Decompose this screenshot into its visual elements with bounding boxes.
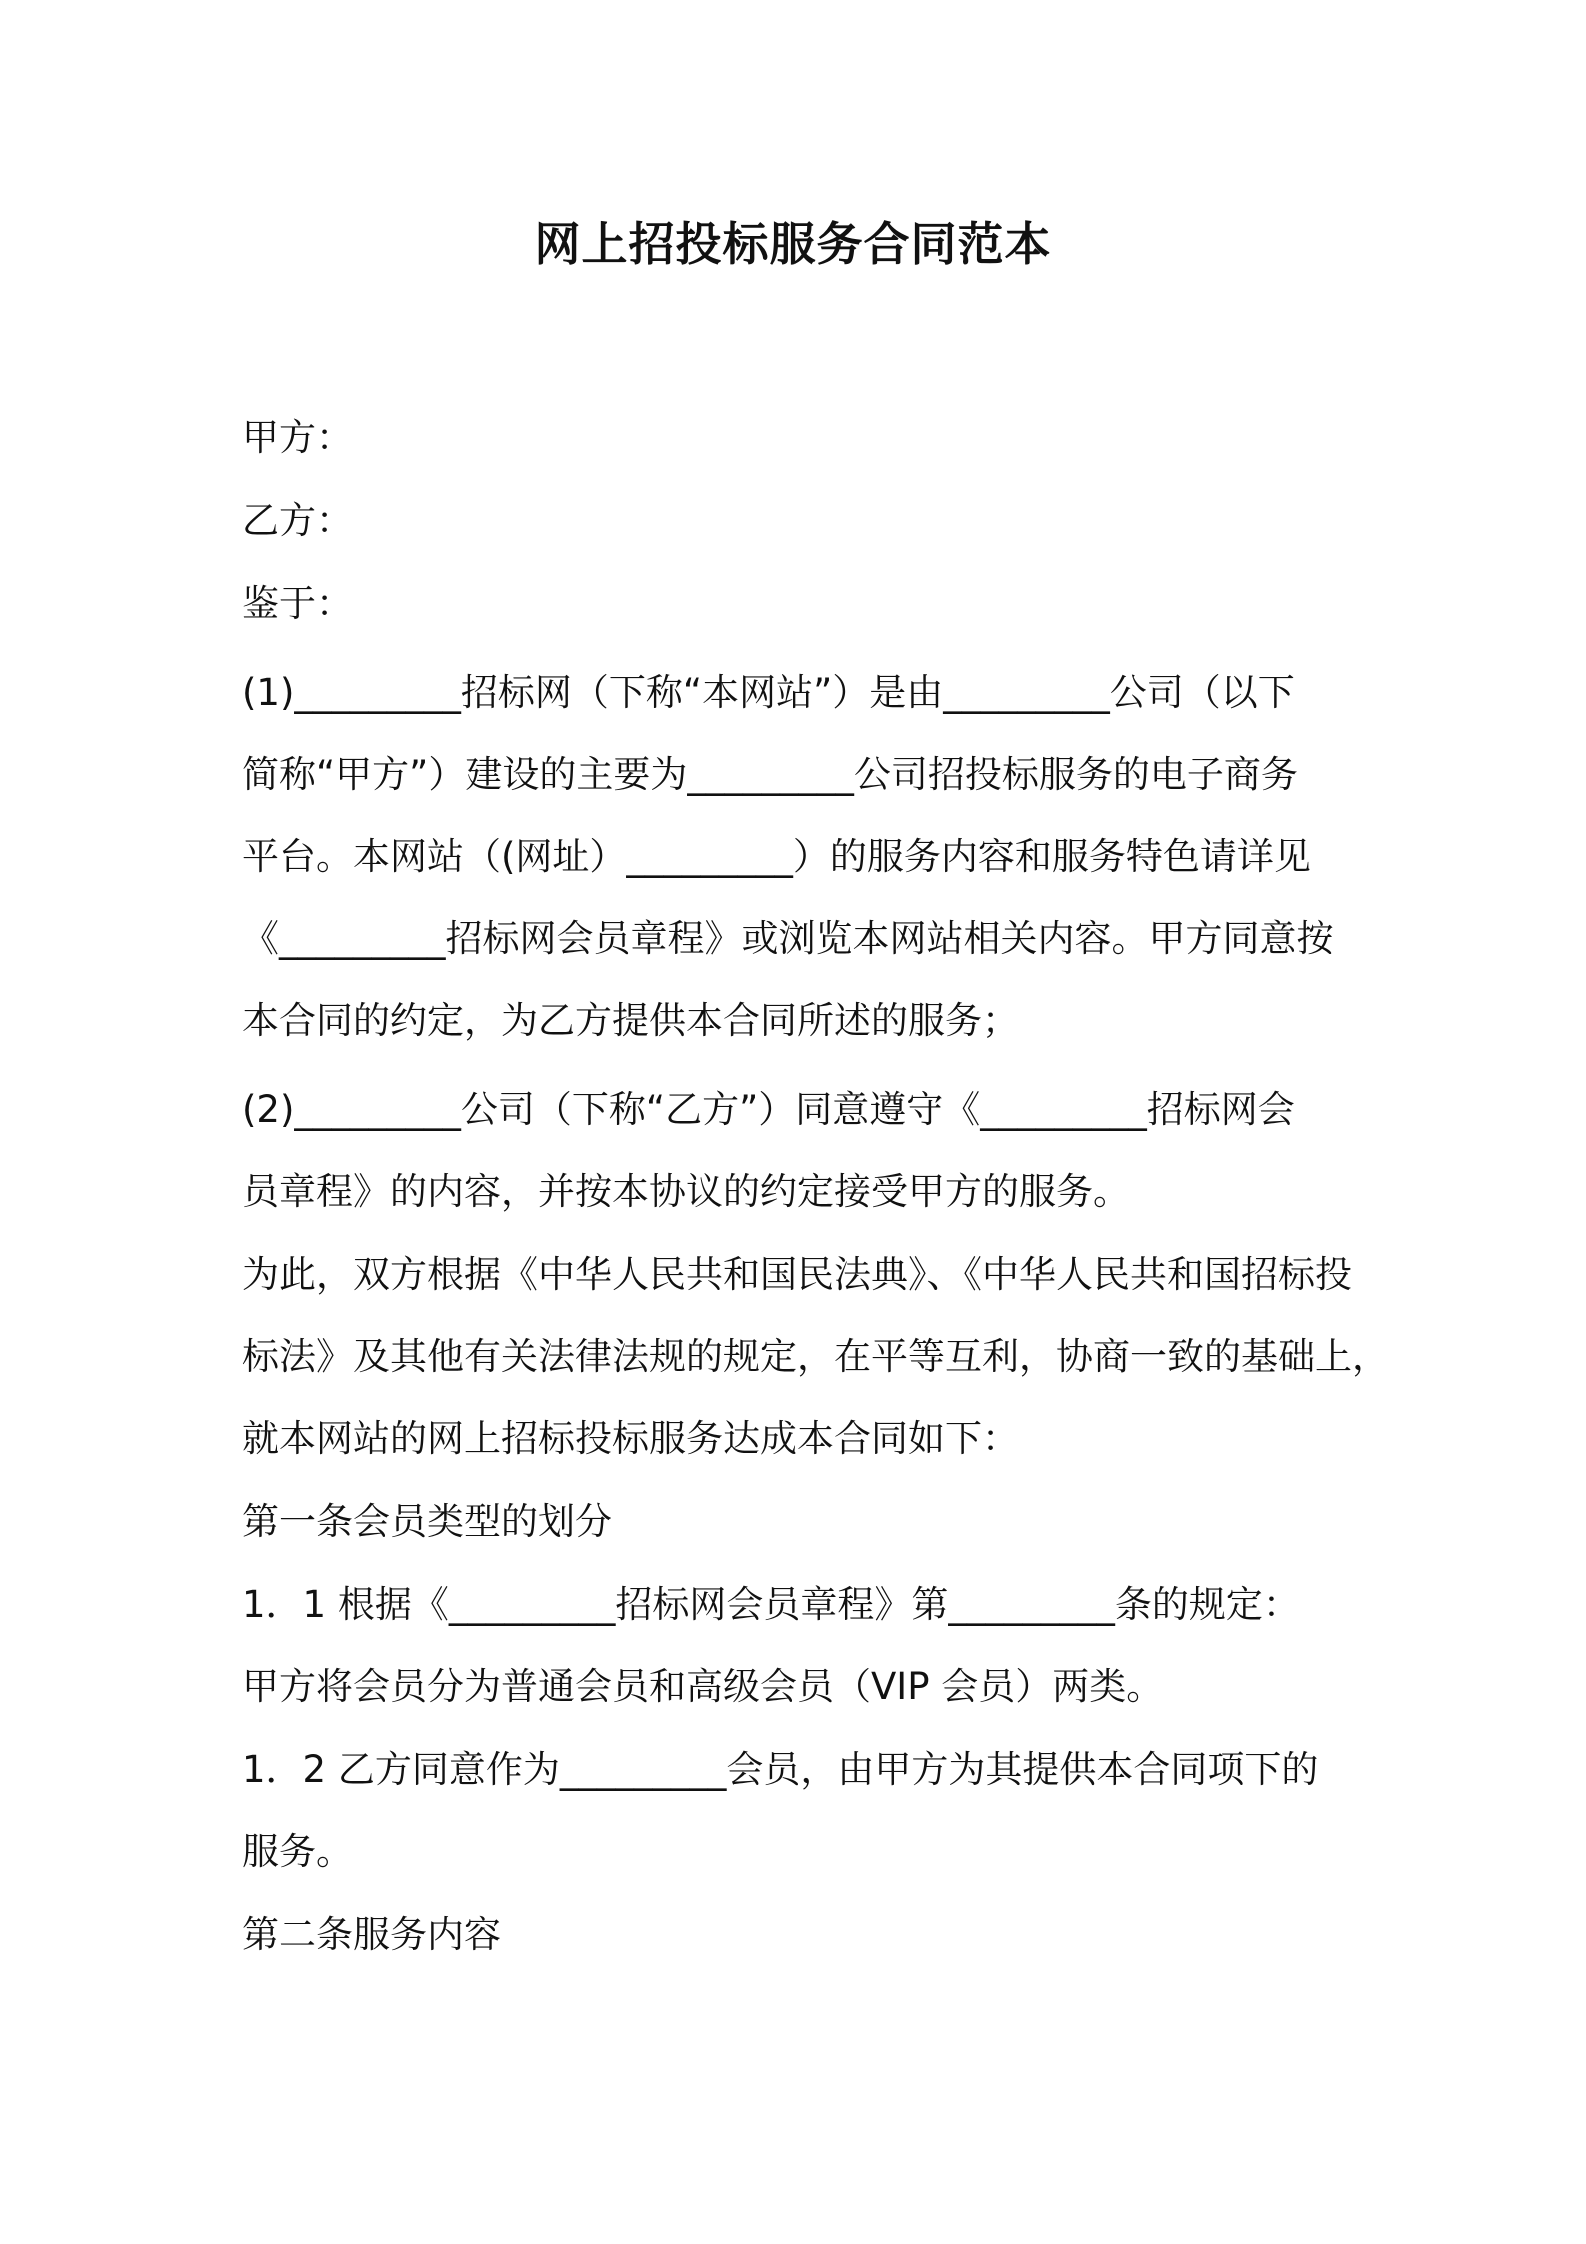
party-a-line: 甲方： [242, 416, 353, 459]
paragraph-line: 平台。本网站（(网址）_________）的服务内容和服务特色请详见 [242, 835, 1311, 878]
section-heading: 第一条会员类型的划分 [242, 1500, 612, 1543]
paragraph-line: 《_________招标网会员章程》或浏览本网站相关内容。甲方同意按 [242, 917, 1334, 960]
clause-line: 1．2 乙方同意作为_________会员，由甲方为其提供本合同项下的 [242, 1748, 1319, 1791]
paragraph-line: (1)_________招标网（下称“本网站”）是由_________公司（以下 [242, 671, 1295, 714]
document-title: 网上招投标服务合同范本 [534, 217, 1052, 271]
clause-line: 1．1 根据《_________招标网会员章程》第_________条的规定： [242, 1583, 1300, 1626]
paragraph-line: (2)_________公司（下称“乙方”）同意遵守《_________招标网会 [242, 1088, 1295, 1131]
paragraph-line: 简称“甲方”）建设的主要为_________公司招投标服务的电子商务 [242, 753, 1298, 796]
paragraph-line: 为此，双方根据《中华人民共和国民法典》、《中华人民共和国招标投 [242, 1253, 1352, 1296]
clause-line: 服务。 [242, 1830, 353, 1873]
paragraph-line: 就本网站的网上招标投标服务达成本合同如下： [242, 1417, 1019, 1460]
paragraph-line: 本合同的约定，为乙方提供本合同所述的服务； [242, 999, 1019, 1042]
clause-line: 甲方将会员分为普通会员和高级会员（VIP 会员）两类。 [242, 1665, 1164, 1708]
party-b-line: 乙方： [242, 499, 353, 542]
paragraph-line: 标法》及其他有关法律法规的规定，在平等互利，协商一致的基础上， [242, 1335, 1389, 1378]
paragraph-line: 员章程》的内容，并按本协议的约定接受甲方的服务。 [242, 1170, 1130, 1213]
whereas-line: 鉴于： [242, 582, 353, 625]
section-heading: 第二条服务内容 [242, 1913, 501, 1956]
